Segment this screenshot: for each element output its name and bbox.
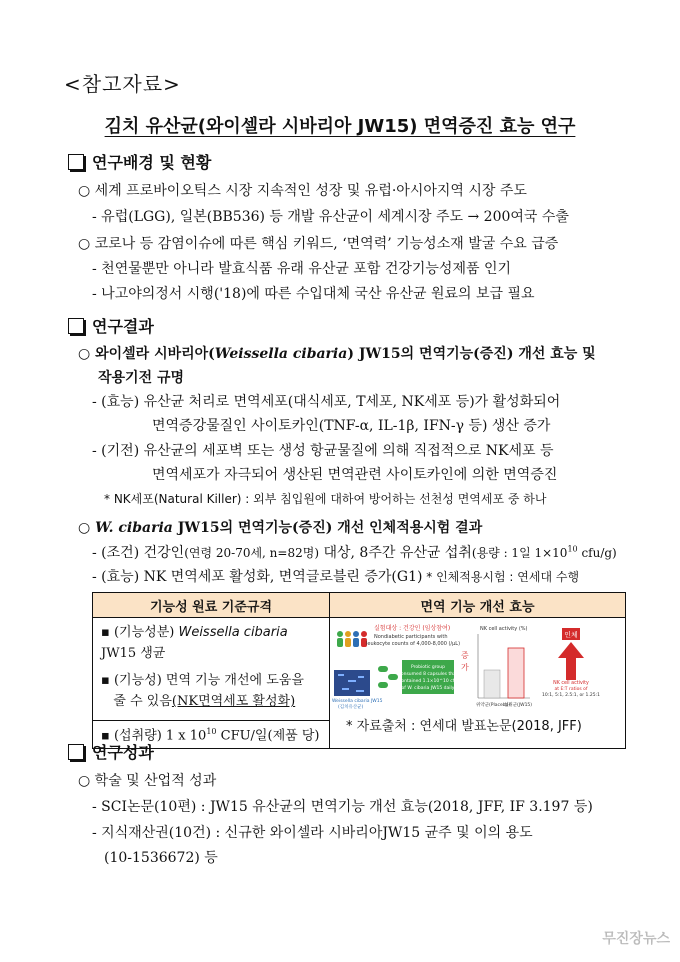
- participants-icon: [337, 631, 367, 647]
- sub-natural-products: - 천연물뿐만 아니라 발효식품 유래 유산균 포함 건강기능성제품 인기: [92, 261, 512, 277]
- nk-note: * NK세포(Natural Killer) : 외부 침입원에 대하여 방어하는 선천성 면역세포 중 하나: [104, 492, 547, 506]
- spec-item-dosage: ▪ (섭취량) 1 x $10^{10}$ CFU/일(제품 당): [101, 727, 320, 744]
- fig-probiotic-daily: of W. cibaria JW15 daily: [401, 686, 455, 691]
- bacteria-micrograph-icon: [334, 670, 370, 696]
- bullet-corona: ○ 코로나 등 감염이슈에 따른 핵심 키워드, ‘면역력’ 기능성소재 발굴 수요 급증: [78, 236, 559, 252]
- fig-label-jw15: 섭취군(JW15): [504, 703, 533, 708]
- table-header-effect: 면역 기능 개선 효능: [330, 593, 626, 618]
- fig-label-subject: 실험대상 : 건강인 (임상참여): [374, 625, 451, 632]
- source-note: * 자료출처 : 연세대 발표논문(2018, JFF): [346, 719, 582, 734]
- fig-probiotic-group: Probiotic group: [411, 665, 445, 670]
- bar-jw15: [508, 648, 524, 698]
- fig-label-nondiabetic: Nondiabetic participants with: [374, 634, 448, 640]
- sub-trial-efficacy: - (효능) NK 면역세포 활성화, 면역글로블린 증가(G1) * 인체적용시험 : 연세대 수행: [92, 569, 580, 585]
- spec-item-function: ▪ (기능성) 면역 기능 개선에 도움을 줄 수 있음(NK면역세포 활성화): [101, 673, 304, 709]
- study-figure: [330, 618, 625, 716]
- fig-chart-title: NK cell activity (%): [480, 626, 528, 632]
- page-title: 김치 유산균(와이셀라 시바리아 JW15) 면역증진 효능 연구: [104, 116, 576, 137]
- checkbox-square-icon: [68, 744, 84, 760]
- bullet-weissella-cont: 작용기전 규명: [98, 370, 185, 386]
- spec-item-ingredient: ▪ (기능성분) Weissella cibaria JW15 생균: [101, 625, 288, 661]
- fig-arrow-text-1: NK cell activity: [553, 681, 589, 686]
- bullet-academic: ○ 학술 및 산업적 성과: [78, 773, 217, 789]
- sub-patents-cont: (10-1536672) 등: [104, 850, 218, 866]
- reference-label: <참고자료>: [64, 72, 181, 96]
- sub-nagoya: - 나고야의정서 시행('18)에 따른 수입대체 국산 유산균 원료의 보급 필요: [92, 286, 535, 302]
- bullet-weissella: ○ 와이셀라 시바리아(Weissella cibaria) JW15의 면역기능(증진) 개선 효능 및: [78, 346, 596, 362]
- checkbox-square-icon: [68, 318, 84, 334]
- sub-efficacy-cont: 면역증강물질인 사이토카인(TNF-α, IL-1β, IFN-γ 등) 생산 증가: [152, 418, 551, 434]
- section-heading-results: 연구결과: [68, 314, 154, 337]
- watermark-logo: 무진장뉴스: [602, 931, 670, 947]
- capsule-icon: [378, 666, 398, 688]
- section-heading-outcomes: 연구성과: [68, 740, 154, 763]
- up-arrow-icon: [558, 642, 584, 680]
- bullet-human-trial: ○ W. cibaria JW15의 면역기능(증진) 개선 인체적용시험 결과: [78, 520, 483, 536]
- bar-placebo: [484, 670, 500, 698]
- fig-red-badge: 인체: [564, 631, 578, 639]
- fig-arrow-text-3: 10:1, 5:1, 2.5:1, or 1.25:1: [542, 693, 600, 698]
- spec-table: [92, 592, 626, 749]
- sub-sci-papers: - SCI논문(10편) : JW15 유산균의 면역기능 개선 효능(2018, JFF, IF 3.197 등): [92, 799, 593, 815]
- fig-label-kimchi: (김치유산균): [338, 705, 364, 710]
- fig-increase-2: 가: [461, 663, 469, 672]
- bullet-market-growth: ○ 세계 프로바이오틱스 시장 지속적인 성장 및 유럽·아시아지역 시장 주도: [78, 183, 527, 199]
- checkbox-square-icon: [68, 154, 84, 170]
- fig-label-placebo: 위약군(Placebo): [476, 703, 511, 708]
- fig-arrow-text-2: at E:T ratios of: [554, 687, 588, 692]
- sub-mechanism-cont: 면역세포가 자극되어 생산된 면역관련 사이토카인에 의한 면역증진: [152, 467, 558, 483]
- sub-mechanism: - (기전) 유산균의 세포벽 또는 생성 항균물질에 의해 직접적으로 NK세포 등: [92, 443, 554, 459]
- fig-probiotic-consumed: consumed 8 capsules that: [398, 672, 458, 677]
- fig-probiotic-contained: contained 1.1×10^10 cfu: [398, 679, 458, 684]
- fig-label-strain: Weissella cibaria JW15: [332, 699, 383, 704]
- table-header-spec: 기능성 원료 기준규격: [93, 593, 330, 618]
- sub-europe-japan: - 유럽(LGG), 일본(BB536) 등 개발 유산균이 세계시장 주도 → 200여국 수출: [92, 209, 569, 225]
- fig-label-leukocyte: leukocyte counts of 4,000-8,000 (/μL): [366, 641, 461, 647]
- sub-efficacy: - (효능) 유산균 처리로 면역세포(대식세포, T세포, NK세포 등)가 활성화되어: [92, 394, 561, 410]
- fig-increase-1: 증: [461, 651, 469, 660]
- sub-patents: - 지식재산권(10건) : 신규한 와이셀라 시바리아JW15 균주 및 이의 용도: [92, 825, 533, 841]
- section-heading-background: 연구배경 및 현황: [68, 150, 211, 173]
- sub-conditions: - (조건) 건강인(연령 20-70세, n=82명) 대상, 8주간 유산균 섭취(용량 : 1일 $1\times 10^{10}$ cfu/g): [92, 544, 617, 561]
